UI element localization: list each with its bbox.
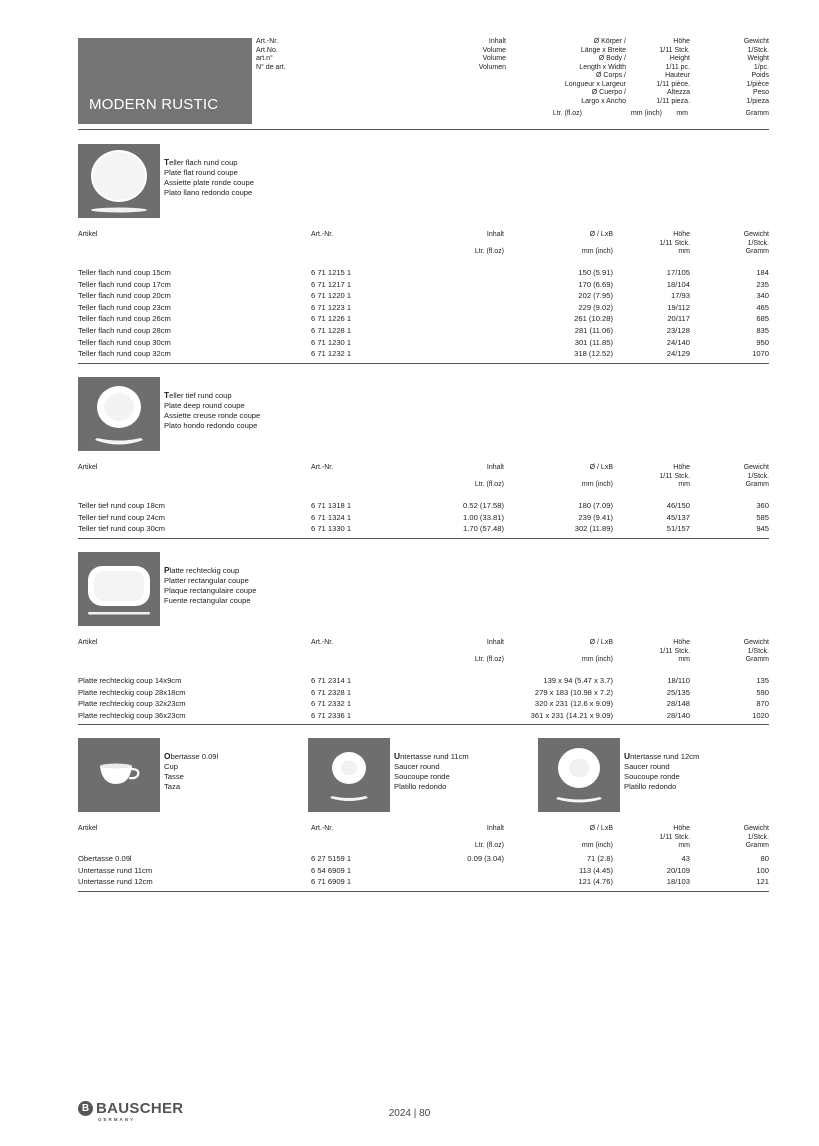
- header-unit-dim: mm (inch): [630, 110, 662, 117]
- row-name: Obertasse 0.09l: [78, 854, 132, 863]
- rectangular-platter-icon: [78, 552, 160, 626]
- row-artnr: 6 71 1215 1: [311, 268, 352, 277]
- table-row: [78, 711, 769, 723]
- row-inhalt: 1.00 (33.81): [463, 512, 504, 522]
- table-row: [78, 338, 769, 350]
- product-title: [164, 751, 218, 762]
- brand-sub: GERMANY: [98, 1117, 136, 1122]
- row-gewicht: 121: [756, 877, 769, 887]
- product-translation: Cup: [164, 761, 178, 771]
- logo-mark-icon: B: [78, 1101, 93, 1116]
- col-dim: Ø / LxB: [589, 231, 613, 238]
- unit-inhalt: Ltr. (fl.oz): [474, 842, 504, 849]
- row-dim: 71 (2.8): [586, 854, 613, 863]
- row-name: Teller tief rund coup 24cm: [78, 512, 165, 522]
- row-gewicht: 945: [756, 524, 769, 534]
- row-dim: 170 (6.69): [578, 279, 613, 289]
- row-hoehe: 24/140: [666, 337, 690, 347]
- row-name: Teller flach rund coup 23cm: [78, 302, 171, 312]
- row-artnr: 6 71 2314 1: [311, 676, 352, 685]
- row-hoehe: 28/148: [666, 699, 690, 709]
- row-artnr: 6 71 6909 1: [311, 877, 352, 887]
- row-hoehe: 51/157: [666, 524, 690, 534]
- row-dim: 302 (11.89): [574, 524, 613, 534]
- row-hoehe: 18/104: [666, 279, 690, 289]
- section-divider: [78, 363, 769, 364]
- row-name: Platte rechteckig coup 36x23cm: [78, 710, 186, 720]
- deep-plate-icon: [78, 377, 160, 451]
- section-divider: [78, 724, 769, 725]
- row-gewicht: 340: [756, 291, 769, 301]
- col-artnr: Art.-Nr.: [311, 825, 334, 832]
- unit-dim: mm (inch): [581, 842, 613, 849]
- row-name: Teller tief rund coup 30cm: [78, 524, 165, 534]
- row-name: Teller flach rund coup 32cm: [78, 349, 171, 359]
- product-translation: Plaque rectangulaire coupe: [164, 585, 257, 595]
- product-title-rest: ntertasse rund 11cm: [400, 752, 469, 761]
- product-translation: Platillo redondo: [624, 781, 677, 791]
- row-artnr: 6 54 6909 1: [311, 865, 352, 875]
- header-unit-hoehe: mm: [676, 110, 688, 117]
- table-row: [78, 280, 769, 292]
- row-dim: 279 x 183 (10.98 x 7.2): [534, 687, 613, 697]
- row-inhalt: 0.09 (3.04): [467, 854, 504, 863]
- row-dim: 180 (7.09): [578, 501, 613, 510]
- unit-hoehe: mm: [678, 842, 690, 849]
- row-gewicht: 950: [756, 337, 769, 347]
- product-title: [624, 751, 699, 762]
- product-translation: Plate deep round coupe: [164, 400, 245, 410]
- section-divider: [78, 891, 769, 892]
- header-divider: [78, 129, 769, 130]
- unit-hoehe: mm: [678, 481, 690, 488]
- collection-title-box: [78, 38, 252, 124]
- row-artnr: 6 71 2332 1: [311, 699, 352, 709]
- row-inhalt: 0.52 (17.58): [463, 501, 504, 510]
- col-gewicht: Gewicht 1/Stck.: [743, 231, 769, 247]
- row-artnr: 6 71 1318 1: [311, 501, 352, 510]
- unit-gewicht: Gramm: [745, 656, 769, 663]
- product-title: [164, 565, 256, 576]
- row-gewicht: 80: [760, 854, 769, 863]
- product-translation: Soucoupe ronde: [394, 771, 450, 781]
- col-inhalt: Inhalt: [486, 825, 504, 832]
- col-dim: Ø / LxB: [589, 639, 613, 646]
- table-row: [78, 303, 769, 315]
- table-row: [78, 866, 769, 878]
- saucer-small-icon: [308, 738, 390, 812]
- product-title-initial: O: [164, 751, 171, 761]
- product-translation: Plato llano redondo coupe: [164, 187, 253, 197]
- row-dim: 139 x 94 (5.47 x 3.7): [543, 676, 613, 685]
- row-gewicht: 585: [756, 512, 769, 522]
- col-hoehe: Höhe 1/11 Stck.: [659, 231, 690, 247]
- col-inhalt: Inhalt: [486, 464, 504, 471]
- unit-hoehe: mm: [678, 656, 690, 663]
- col-dim: Ø / LxB: [589, 464, 613, 471]
- product-translation: Taza: [164, 781, 181, 791]
- row-name: Platte rechteckig coup 32x23cm: [78, 699, 186, 709]
- row-artnr: 6 71 1324 1: [311, 512, 352, 522]
- row-gewicht: 184: [756, 268, 769, 277]
- page-number: 2024 | 80: [388, 1108, 431, 1119]
- row-dim: 281 (11.06): [574, 326, 613, 335]
- row-hoehe: 20/117: [667, 314, 690, 324]
- product-title-initial: U: [394, 751, 401, 761]
- collection-title: MODERN RUSTIC: [89, 95, 219, 113]
- col-inhalt: Inhalt: [486, 639, 504, 646]
- product-title-rest: bertasse 0.09l: [170, 752, 219, 761]
- product-translation: Plate flat round coupe: [164, 167, 238, 177]
- product-title: [394, 751, 469, 762]
- col-gewicht: Gewicht 1/Stck.: [743, 825, 769, 841]
- product-translation: Platter rectangular coupe: [164, 575, 249, 585]
- table-row: [78, 524, 769, 536]
- product-description: [164, 751, 218, 792]
- row-name: Teller flach rund coup 17cm: [78, 279, 171, 289]
- header-inhalt: Inhalt Volume Volume Volumen: [478, 38, 506, 71]
- row-gewicht: 360: [756, 501, 769, 510]
- row-hoehe: 25/135: [666, 687, 690, 697]
- row-artnr: 6 71 1230 1: [311, 337, 352, 347]
- row-name: Teller flach rund coup 28cm: [78, 326, 171, 335]
- row-name: Teller flach rund coup 30cm: [78, 337, 171, 347]
- row-name: Teller flach rund coup 26cm: [78, 314, 171, 324]
- product-description: [394, 751, 469, 792]
- row-hoehe: 24/129: [666, 349, 690, 359]
- row-artnr: 6 71 1217 1: [311, 279, 352, 289]
- table-row: [78, 349, 769, 361]
- saucer-large-icon: [538, 738, 620, 812]
- brand-name: BAUSCHER: [96, 1100, 184, 1117]
- row-hoehe: 18/110: [667, 676, 690, 685]
- row-hoehe: 45/137: [666, 512, 690, 522]
- col-gewicht: Gewicht 1/Stck.: [743, 464, 769, 480]
- header-hoehe: Höhe 1/11 Stck. Height 1/11 pc. Hauteur 1/11 pièce. Altezza 1/11 pieza.: [656, 38, 690, 105]
- row-hoehe: 19/112: [667, 302, 690, 312]
- product-translation: Soucoupe ronde: [624, 771, 680, 781]
- row-dim: 361 x 231 (14.21 x 9.09): [530, 710, 613, 720]
- row-gewicht: 590: [756, 687, 769, 697]
- product-title-rest: eller flach rund coup: [169, 158, 238, 167]
- row-inhalt: 1.70 (57.48): [463, 524, 504, 534]
- table-row: [78, 268, 769, 280]
- row-hoehe: 17/93: [670, 291, 690, 301]
- cup-icon: [78, 738, 160, 812]
- header-unit-inhalt: Ltr. (fl.oz): [552, 110, 582, 117]
- col-gewicht: Gewicht 1/Stck.: [743, 639, 769, 655]
- row-gewicht: 1070: [752, 349, 769, 359]
- unit-dim: mm (inch): [581, 656, 613, 663]
- row-name: Untertasse rund 12cm: [78, 877, 153, 887]
- product-title-initial: T: [164, 157, 170, 167]
- col-dim: Ø / LxB: [589, 825, 613, 832]
- unit-dim: mm (inch): [581, 248, 613, 255]
- unit-dim: mm (inch): [581, 481, 613, 488]
- product-title: [164, 157, 254, 168]
- row-artnr: 6 71 1220 1: [311, 291, 352, 301]
- col-artikel: Artikel: [78, 464, 98, 471]
- product-title-rest: latte rechteckig coup: [169, 566, 240, 575]
- col-hoehe: Höhe 1/11 Stck.: [659, 639, 690, 655]
- product-title-rest: ntertasse rund 12cm: [630, 752, 700, 761]
- header-dimensions: Ø Körper / Länge x Breite Ø Body / Length x Width Ø Corps / Longueur x Largeur Ø Cuerpo / Largo x Ancho: [564, 38, 626, 105]
- product-translation: Assiette creuse ronde coupe: [164, 410, 261, 420]
- col-hoehe: Höhe 1/11 Stck.: [659, 464, 690, 480]
- col-hoehe: Höhe 1/11 Stck.: [659, 825, 690, 841]
- row-gewicht: 135: [756, 676, 769, 685]
- product-translation: Tasse: [164, 771, 184, 781]
- row-artnr: 6 71 1228 1: [311, 326, 352, 335]
- unit-gewicht: Gramm: [745, 842, 769, 849]
- product-description: [164, 157, 254, 198]
- row-gewicht: 835: [756, 326, 769, 335]
- row-gewicht: 100: [756, 865, 769, 875]
- row-artnr: 6 71 1330 1: [311, 524, 352, 534]
- table-row: [78, 676, 769, 688]
- section-divider: [78, 538, 769, 539]
- row-dim: 121 (4.76): [578, 877, 613, 887]
- unit-inhalt: Ltr. (fl.oz): [474, 248, 504, 255]
- row-name: Untertasse rund 11cm: [78, 865, 153, 875]
- row-hoehe: 28/140: [666, 710, 690, 720]
- product-title-initial: T: [164, 390, 170, 400]
- table-row: [78, 513, 769, 525]
- row-artnr: 6 71 1223 1: [311, 302, 352, 312]
- product-description: [624, 751, 699, 792]
- table-row: [78, 314, 769, 326]
- unit-gewicht: Gramm: [745, 481, 769, 488]
- row-artnr: 6 71 1232 1: [311, 349, 352, 359]
- flat-plate-icon: [78, 144, 160, 218]
- col-artikel: Artikel: [78, 825, 98, 832]
- row-hoehe: 23/128: [666, 326, 690, 335]
- table-row: [78, 326, 769, 338]
- row-artnr: 6 71 1226 1: [311, 314, 352, 324]
- product-translation: Saucer round: [394, 761, 440, 771]
- table-row: [78, 501, 769, 513]
- product-title-initial: P: [164, 565, 170, 575]
- row-dim: 261 (10.28): [574, 314, 613, 324]
- product-description: [164, 390, 260, 431]
- row-gewicht: 685: [756, 314, 769, 324]
- product-translation: Assiette plate ronde coupe: [164, 177, 254, 187]
- header-gewicht: Gewicht 1/Stck. Weight 1/pc. Poids 1/pièce Peso 1/pieza: [743, 38, 769, 105]
- row-hoehe: 20/109: [666, 865, 690, 875]
- table-row: [78, 688, 769, 700]
- row-hoehe: 18/103: [666, 877, 690, 887]
- product-title-rest: eller tief rund coup: [169, 391, 232, 400]
- unit-hoehe: mm: [678, 248, 690, 255]
- table-row: [78, 854, 769, 866]
- row-artnr: 6 71 2328 1: [311, 687, 352, 697]
- unit-inhalt: Ltr. (fl.oz): [474, 481, 504, 488]
- table-row: [78, 699, 769, 711]
- col-artnr: Art.-Nr.: [311, 231, 334, 238]
- row-dim: 301 (11.85): [574, 337, 613, 347]
- product-description: [164, 565, 256, 606]
- col-artnr: Art.-Nr.: [311, 464, 334, 471]
- row-name: Teller flach rund coup 20cm: [78, 291, 171, 301]
- col-artikel: Artikel: [78, 231, 98, 238]
- table-row: [78, 877, 769, 889]
- row-dim: 320 x 231 (12.6 x 9.09): [534, 699, 613, 709]
- row-name: Platte rechteckig coup 14x9cm: [78, 676, 182, 685]
- row-name: Teller tief rund coup 18cm: [78, 501, 165, 510]
- row-dim: 318 (12.52): [574, 349, 613, 359]
- row-dim: 229 (9.02): [578, 302, 613, 312]
- product-translation: Fuente rectangular coupe: [164, 595, 251, 605]
- col-artnr: Art.-Nr.: [311, 639, 334, 646]
- product-translation: Platillo redondo: [394, 781, 447, 791]
- product-translation: Plato hondo redondo coupe: [164, 420, 258, 430]
- row-hoehe: 43: [681, 854, 690, 863]
- table-row: [78, 291, 769, 303]
- header-unit-gewicht: Gramm: [745, 110, 769, 117]
- row-gewicht: 465: [756, 302, 769, 312]
- row-gewicht: 1020: [752, 710, 769, 720]
- row-artnr: 6 71 2336 1: [311, 710, 352, 720]
- row-gewicht: 235: [756, 279, 769, 289]
- row-dim: 150 (5.91): [578, 268, 613, 277]
- col-inhalt: Inhalt: [486, 231, 504, 238]
- row-name: Platte rechteckig coup 28x18cm: [78, 687, 186, 697]
- col-artikel: Artikel: [78, 639, 98, 646]
- row-hoehe: 46/150: [666, 501, 690, 510]
- row-dim: 239 (9.41): [578, 512, 613, 522]
- unit-inhalt: Ltr. (fl.oz): [474, 656, 504, 663]
- product-translation: Saucer round: [624, 761, 670, 771]
- row-dim: 202 (7.95): [578, 291, 613, 301]
- unit-gewicht: Gramm: [745, 248, 769, 255]
- row-artnr: 6 27 5159 1: [311, 854, 352, 863]
- product-title-initial: U: [624, 751, 631, 761]
- product-title: [164, 390, 260, 401]
- row-name: Teller flach rund coup 15cm: [78, 268, 171, 277]
- row-gewicht: 870: [756, 699, 769, 709]
- row-dim: 113 (4.45): [578, 865, 613, 875]
- row-hoehe: 17/105: [666, 268, 690, 277]
- header-artnr: Art.-Nr. Art.No. art.n° N° de art.: [256, 38, 286, 71]
